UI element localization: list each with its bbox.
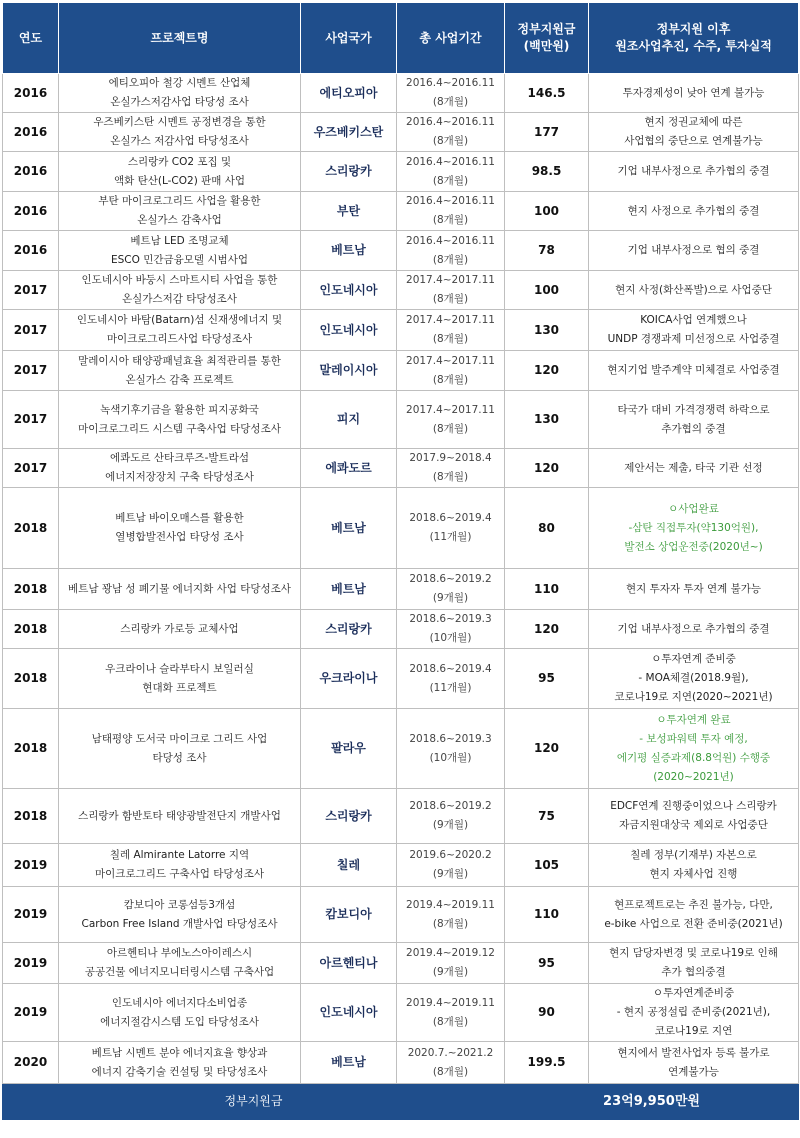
cell-project <box>59 488 301 569</box>
cell-year: 2016 <box>3 113 59 152</box>
cell-result <box>589 569 799 610</box>
cell-result <box>589 488 799 569</box>
cell-country: 스리랑카 <box>301 610 397 649</box>
cell-result-line: - MOA체결(2018.9월), <box>638 672 749 684</box>
header-result-line2: 원조사업추진, 수주, 투자실적 <box>615 39 772 53</box>
cell-period-line: (8개월) <box>432 174 469 187</box>
table-row <box>3 789 799 844</box>
cell-year: 2016 <box>3 192 59 231</box>
cell-result-line: 기업 내부사정으로 협의 중결 <box>627 244 760 256</box>
cell-country: 피지 <box>301 391 397 449</box>
cell-project-line: 인도네시아 바탐(Batarn)섬 신재생에너지 및 <box>76 314 283 326</box>
cell-budget: 199.5 <box>505 1042 589 1084</box>
cell-period-line: 2017.4~2017.11 <box>406 403 495 416</box>
cell-period-line: 2017.9~2018.4 <box>409 452 492 464</box>
cell-period-line: (9개월) <box>432 868 469 880</box>
cell-project-line: 에너지 감축기술 컨설팅 및 타당성조사 <box>91 1065 268 1078</box>
cell-result <box>589 887 799 943</box>
cell-country: 에콰도르 <box>301 449 397 488</box>
table-row <box>3 1042 799 1084</box>
cell-period <box>397 74 505 113</box>
cell-country: 아르헨티나 <box>301 943 397 984</box>
cell-project-line: 온실가스 감축사업 <box>137 214 222 226</box>
cell-project-line: 인도네시아 바둥시 스마트시티 사업을 통한 <box>81 274 278 286</box>
cell-period-line: 2019.4~2019.11 <box>406 996 495 1009</box>
cell-project-line: 타당성 조사 <box>152 751 207 764</box>
cell-period <box>397 789 505 844</box>
cell-project <box>59 271 301 310</box>
cell-period-line: 2017.4~2017.11 <box>406 314 495 326</box>
project-table-container <box>2 2 798 1120</box>
cell-project-line: 베트남 바이오매스를 활용한 <box>115 512 244 524</box>
cell-period <box>397 449 505 488</box>
cell-project-line: 마이크로그리드사업 타당성조사 <box>106 333 253 345</box>
cell-project <box>59 113 301 152</box>
cell-period <box>397 488 505 569</box>
cell-project-line: 온실가스 감축 프로젝트 <box>125 373 234 386</box>
cell-result-line: 현지 정권교체에 따른 <box>644 116 743 128</box>
cell-period <box>397 610 505 649</box>
cell-result-line: 에기평 실증과제(8.8억원) 수행중 <box>616 751 771 764</box>
cell-project <box>59 391 301 449</box>
cell-year: 2017 <box>3 271 59 310</box>
cell-period-line: (8개월) <box>432 96 469 108</box>
table-row <box>3 610 799 649</box>
cell-period-line: 2018.6~2019.4 <box>409 662 492 675</box>
cell-period-line: 2019.6~2020.2 <box>409 849 492 861</box>
table-row <box>3 74 799 113</box>
footer-total: 23억9,950만원 <box>505 1084 799 1120</box>
cell-result-line: 추가 협의중결 <box>661 966 726 978</box>
cell-project-line: 베트남 시멘트 분야 에너지효율 향상과 <box>91 1046 268 1059</box>
cell-budget: 100 <box>505 192 589 231</box>
table-row <box>3 488 799 569</box>
cell-project-line: 칠레 Almirante Latorre 지역 <box>109 849 250 861</box>
cell-country: 인도네시아 <box>301 271 397 310</box>
cell-project <box>59 943 301 984</box>
cell-result-line: (2020~2021년) <box>653 770 734 783</box>
cell-budget: 90 <box>505 984 589 1042</box>
cell-budget: 177 <box>505 113 589 152</box>
cell-project-line: 에콰도르 산타크루즈-발트라섬 <box>110 452 249 464</box>
cell-result <box>589 709 799 789</box>
cell-period-line: (10개월) <box>429 751 472 764</box>
cell-result-line: 타국가 대비 가격경쟁력 하락으로 <box>617 403 770 416</box>
cell-period-line: (8개월) <box>432 917 469 930</box>
cell-country: 베트남 <box>301 488 397 569</box>
cell-period-line: (8개월) <box>432 333 469 345</box>
cell-project-line: 에티오피아 철강 시멘트 산업체 <box>108 77 251 89</box>
cell-budget: 130 <box>505 310 589 351</box>
table-row <box>3 887 799 943</box>
cell-year: 2016 <box>3 74 59 113</box>
cell-project-line: 인도네시아 에너지다소비업종 <box>111 996 248 1009</box>
cell-period <box>397 569 505 610</box>
cell-year: 2016 <box>3 231 59 271</box>
cell-budget: 105 <box>505 844 589 887</box>
cell-result <box>589 152 799 192</box>
cell-project-line: 스리랑카 함반토타 태양광발전단지 개발사업 <box>78 809 281 822</box>
cell-project-line: 열병합발전사업 타당성 조사 <box>115 531 244 543</box>
cell-result-line: -삼탄 직접투자(약130억원), <box>628 521 759 534</box>
cell-budget: 120 <box>505 610 589 649</box>
cell-project <box>59 231 301 271</box>
cell-result <box>589 192 799 231</box>
cell-country: 인도네시아 <box>301 984 397 1042</box>
cell-project <box>59 74 301 113</box>
cell-project <box>59 449 301 488</box>
footer-row <box>3 1084 799 1120</box>
cell-year: 2019 <box>3 984 59 1042</box>
cell-result-line: UNDP 경쟁과제 미선정으로 사업중결 <box>607 333 780 345</box>
header-project: 프로젝트명 <box>59 3 301 74</box>
cell-year: 2020 <box>3 1042 59 1084</box>
cell-budget: 95 <box>505 649 589 709</box>
cell-budget: 120 <box>505 709 589 789</box>
table-row <box>3 152 799 192</box>
cell-project-line: 온실가스저감 타당성조사 <box>122 293 237 305</box>
cell-period <box>397 231 505 271</box>
cell-result <box>589 449 799 488</box>
header-country: 사업국가 <box>301 3 397 74</box>
cell-country: 부탄 <box>301 192 397 231</box>
cell-project <box>59 1042 301 1084</box>
cell-project-line: 현대화 프로젝트 <box>142 681 217 694</box>
cell-result <box>589 984 799 1042</box>
cell-period-line: 2018.6~2019.3 <box>409 613 492 625</box>
cell-period-line: 2020.7.~2021.2 <box>407 1046 494 1059</box>
cell-period-line: 2019.4~2019.11 <box>406 898 495 911</box>
cell-country: 말레이시아 <box>301 351 397 391</box>
cell-project <box>59 351 301 391</box>
table-row <box>3 310 799 351</box>
cell-budget: 75 <box>505 789 589 844</box>
table-row <box>3 449 799 488</box>
cell-result-line: 제안서는 제출, 타국 기관 선정 <box>624 461 763 474</box>
cell-period <box>397 887 505 943</box>
cell-budget: 80 <box>505 488 589 569</box>
table-row <box>3 271 799 310</box>
cell-project-line: 액화 탄산(L-CO2) 판매 사업 <box>113 174 246 187</box>
cell-result-line: 현지 담당자변경 및 코로나19로 인해 <box>609 947 778 959</box>
cell-period-line: (8개월) <box>432 1015 469 1028</box>
cell-project-line: 부탄 마이크로그리드 사업을 활용한 <box>98 195 261 207</box>
cell-period-line: (8개월) <box>432 135 469 147</box>
cell-country: 우크라이나 <box>301 649 397 709</box>
cell-budget: 120 <box>505 449 589 488</box>
cell-budget: 110 <box>505 887 589 943</box>
cell-project-line: 온실가스저감사업 타당성 조사 <box>110 96 249 108</box>
cell-country: 에티오피아 <box>301 74 397 113</box>
cell-project <box>59 887 301 943</box>
table-row <box>3 391 799 449</box>
cell-result <box>589 610 799 649</box>
cell-period-line: 2018.6~2019.3 <box>409 732 492 745</box>
cell-year: 2018 <box>3 569 59 610</box>
cell-country: 스리랑카 <box>301 152 397 192</box>
cell-result-line: 현지 투자자 투자 연계 불가능 <box>625 582 762 595</box>
header-result <box>589 3 799 74</box>
cell-budget: 100 <box>505 271 589 310</box>
cell-project-line: 녹색기후기금을 활용한 피지공화국 <box>100 403 259 416</box>
cell-year: 2019 <box>3 943 59 984</box>
cell-period <box>397 984 505 1042</box>
cell-project <box>59 610 301 649</box>
cell-year: 2016 <box>3 152 59 192</box>
table-row <box>3 943 799 984</box>
cell-project <box>59 192 301 231</box>
cell-year: 2018 <box>3 610 59 649</box>
cell-project <box>59 569 301 610</box>
cell-result-line: 자금지원대상국 제외로 사업중단 <box>619 819 768 831</box>
cell-budget: 120 <box>505 351 589 391</box>
cell-project-line: Carbon Free Island 개발사업 타당성조사 <box>81 917 278 930</box>
cell-result <box>589 943 799 984</box>
cell-result <box>589 113 799 152</box>
table-row <box>3 113 799 152</box>
cell-project-line: 스리랑카 CO2 포집 및 <box>127 155 232 168</box>
cell-result <box>589 310 799 351</box>
cell-project-line: 온실가스 저감사업 타당성조사 <box>110 135 249 147</box>
header-result-line1: 정부지원 이후 <box>656 22 731 36</box>
cell-period-line: (11개월) <box>429 531 472 543</box>
cell-period-line: 2016.4~2016.11 <box>406 116 495 128</box>
cell-period <box>397 113 505 152</box>
cell-country: 칠레 <box>301 844 397 887</box>
cell-year: 2018 <box>3 649 59 709</box>
cell-result-line: e-bike 사업으로 전환 준비중(2021년) <box>604 917 783 930</box>
cell-project <box>59 789 301 844</box>
cell-period-line: (8개월) <box>432 422 469 435</box>
cell-project-line: 베트남 LED 조명교체 <box>130 234 229 247</box>
project-table <box>2 2 799 1120</box>
cell-period-line: 2018.6~2019.4 <box>409 512 492 524</box>
header-budget <box>505 3 589 74</box>
cell-year: 2017 <box>3 310 59 351</box>
cell-project-line: 마이크로그리드 시스템 구축사업 타당성조사 <box>78 422 281 435</box>
cell-country: 스리랑카 <box>301 789 397 844</box>
cell-country: 베트남 <box>301 1042 397 1084</box>
header-row <box>3 3 799 74</box>
cell-budget: 78 <box>505 231 589 271</box>
cell-result-line: KOICA사업 연계했으나 <box>640 314 747 326</box>
cell-project <box>59 649 301 709</box>
cell-project <box>59 152 301 192</box>
cell-project <box>59 984 301 1042</box>
cell-result <box>589 844 799 887</box>
cell-period <box>397 152 505 192</box>
cell-result-line: 추가협의 중결 <box>661 422 726 435</box>
cell-result-line: 현지기업 발주계약 미체결로 사업중결 <box>607 364 780 376</box>
cell-project <box>59 709 301 789</box>
cell-result-line: 칠레 정부(기재부) 자본으로 <box>630 849 757 861</box>
header-budget-line1: 정부지원금 <box>517 22 576 36</box>
cell-country: 우즈베키스탄 <box>301 113 397 152</box>
table-row <box>3 192 799 231</box>
cell-result-line: 현지에서 발전사업자 등록 불가로 <box>617 1046 770 1059</box>
cell-year: 2017 <box>3 351 59 391</box>
cell-period-line: 2016.4~2016.11 <box>406 77 495 89</box>
cell-result <box>589 271 799 310</box>
cell-period-line: (9개월) <box>432 592 469 604</box>
cell-period <box>397 310 505 351</box>
cell-result-line: 현지 사정으로 추가협의 중결 <box>627 204 760 217</box>
cell-period-line: 2016.4~2016.11 <box>406 155 495 168</box>
cell-period-line: (10개월) <box>429 632 472 644</box>
cell-project-line: 말레이시아 태양광패널효율 최적관리를 통한 <box>78 354 281 367</box>
cell-period-line: (8개월) <box>432 253 469 266</box>
cell-budget: 146.5 <box>505 74 589 113</box>
cell-country: 베트남 <box>301 569 397 610</box>
cell-country: 베트남 <box>301 231 397 271</box>
cell-period <box>397 351 505 391</box>
cell-period <box>397 271 505 310</box>
cell-result-line: EDCF연계 진행중이었으나 스리랑카 <box>610 800 777 812</box>
cell-period-line: (8개월) <box>432 1065 469 1078</box>
cell-result-line: - 현지 공정설립 준비중(2021년), <box>616 1006 771 1018</box>
cell-project-line: 우크라이나 슬라부타시 보일러실 <box>105 662 254 675</box>
cell-result-line: ㅇ사업완료 <box>668 502 719 515</box>
cell-result-line: ㅇ투자연계 완료 <box>656 713 731 726</box>
cell-project-line: 공공건물 에너지모니터링시스템 구축사업 <box>84 966 275 978</box>
cell-period <box>397 1042 505 1084</box>
cell-period-line: 2018.6~2019.2 <box>409 573 492 585</box>
cell-period-line: (8개월) <box>432 293 469 305</box>
cell-period-line: (9개월) <box>432 819 469 831</box>
cell-result-line: 발전소 상업운전중(2020년~) <box>624 540 763 553</box>
cell-period-line: 2016.4~2016.11 <box>406 234 495 247</box>
table-row <box>3 569 799 610</box>
header-year: 연도 <box>3 3 59 74</box>
cell-project-line: 남태평양 도서국 마이크로 그리드 사업 <box>91 732 268 745</box>
cell-result-line: - 보성파워텍 투자 예정, <box>639 732 748 745</box>
cell-period-line: 2019.4~2019.12 <box>406 947 495 959</box>
cell-period-line: (8개월) <box>432 471 469 483</box>
cell-result-line: ㅇ투자연계준비중 <box>652 987 735 999</box>
cell-project-line: 아르헨티나 부에노스아이레스시 <box>106 947 253 959</box>
cell-result-line: 현지 자체사업 진행 <box>649 868 738 880</box>
footer-label: 정부지원금 <box>3 1084 505 1120</box>
cell-period <box>397 844 505 887</box>
cell-period <box>397 192 505 231</box>
cell-country: 팔라우 <box>301 709 397 789</box>
cell-result-line: ㅇ투자연계 준비중 <box>651 653 736 665</box>
cell-project-line: 에너지저장장치 구축 타당성조사 <box>105 471 254 483</box>
header-period: 총 사업기간 <box>397 3 505 74</box>
cell-year: 2018 <box>3 488 59 569</box>
cell-year: 2017 <box>3 449 59 488</box>
cell-result-line: 기업 내부사정으로 추가협의 중결 <box>617 622 770 635</box>
cell-result-line: 투자경제성이 낮아 연계 불가능 <box>622 86 765 99</box>
cell-budget: 98.5 <box>505 152 589 192</box>
cell-budget: 95 <box>505 943 589 984</box>
cell-project-line: 캄보디아 코롱섬등3개섬 <box>123 898 236 911</box>
cell-result <box>589 1042 799 1084</box>
cell-result <box>589 231 799 271</box>
cell-budget: 130 <box>505 391 589 449</box>
cell-result <box>589 789 799 844</box>
cell-result-line: 현프로젝트로는 추진 불가능, 다만, <box>614 898 773 911</box>
cell-year: 2017 <box>3 391 59 449</box>
cell-result <box>589 649 799 709</box>
cell-result <box>589 391 799 449</box>
cell-period-line: (8개월) <box>432 373 469 386</box>
cell-budget: 110 <box>505 569 589 610</box>
cell-period-line: (8개월) <box>432 214 469 226</box>
cell-year: 2018 <box>3 789 59 844</box>
table-row <box>3 844 799 887</box>
cell-result-line: 현지 사정(화산폭발)으로 사업중단 <box>615 283 772 296</box>
cell-result-line: 사업협의 중단으로 연계불가능 <box>624 135 763 147</box>
cell-project <box>59 310 301 351</box>
cell-project-line: 베트남 꽝남 성 폐기물 에너지화 사업 타당성조사 <box>68 582 291 595</box>
table-row <box>3 649 799 709</box>
cell-project-line: 우즈베키스탄 시멘트 공정변경을 통한 <box>93 116 266 128</box>
cell-period-line: (9개월) <box>432 966 469 978</box>
cell-result-line: 코로나19로 지연 <box>654 1025 733 1037</box>
cell-project-line: 에너지절감시스템 도입 타당성조사 <box>100 1015 259 1028</box>
table-row <box>3 709 799 789</box>
cell-result-line: 코로나19로 지연(2020~2021년) <box>614 691 773 703</box>
table-row <box>3 351 799 391</box>
cell-year: 2018 <box>3 709 59 789</box>
cell-period-line: (11개월) <box>429 681 472 694</box>
cell-project-line: ESCO 민간금융모델 시범사업 <box>110 253 248 266</box>
cell-period <box>397 943 505 984</box>
header-budget-line2: (백만원) <box>523 39 570 53</box>
cell-project <box>59 844 301 887</box>
table-body <box>3 74 799 1084</box>
table-row <box>3 984 799 1042</box>
cell-period-line: 2016.4~2016.11 <box>406 195 495 207</box>
cell-country: 인도네시아 <box>301 310 397 351</box>
cell-result <box>589 351 799 391</box>
table-row <box>3 231 799 271</box>
cell-result-line: 연계불가능 <box>668 1065 719 1078</box>
cell-period <box>397 391 505 449</box>
cell-result <box>589 74 799 113</box>
cell-period <box>397 649 505 709</box>
cell-period-line: 2017.4~2017.11 <box>406 354 495 367</box>
cell-country: 캄보디아 <box>301 887 397 943</box>
cell-period-line: 2017.4~2017.11 <box>406 274 495 286</box>
cell-year: 2019 <box>3 887 59 943</box>
cell-year: 2019 <box>3 844 59 887</box>
cell-result-line: 기업 내부사정으로 추가협의 중결 <box>617 165 770 177</box>
cell-project-line: 마이크로그리드 구축사업 타당성조사 <box>95 868 264 880</box>
cell-project-line: 스리랑카 가로등 교체사업 <box>120 622 239 635</box>
cell-period-line: 2018.6~2019.2 <box>409 800 492 812</box>
cell-period <box>397 709 505 789</box>
